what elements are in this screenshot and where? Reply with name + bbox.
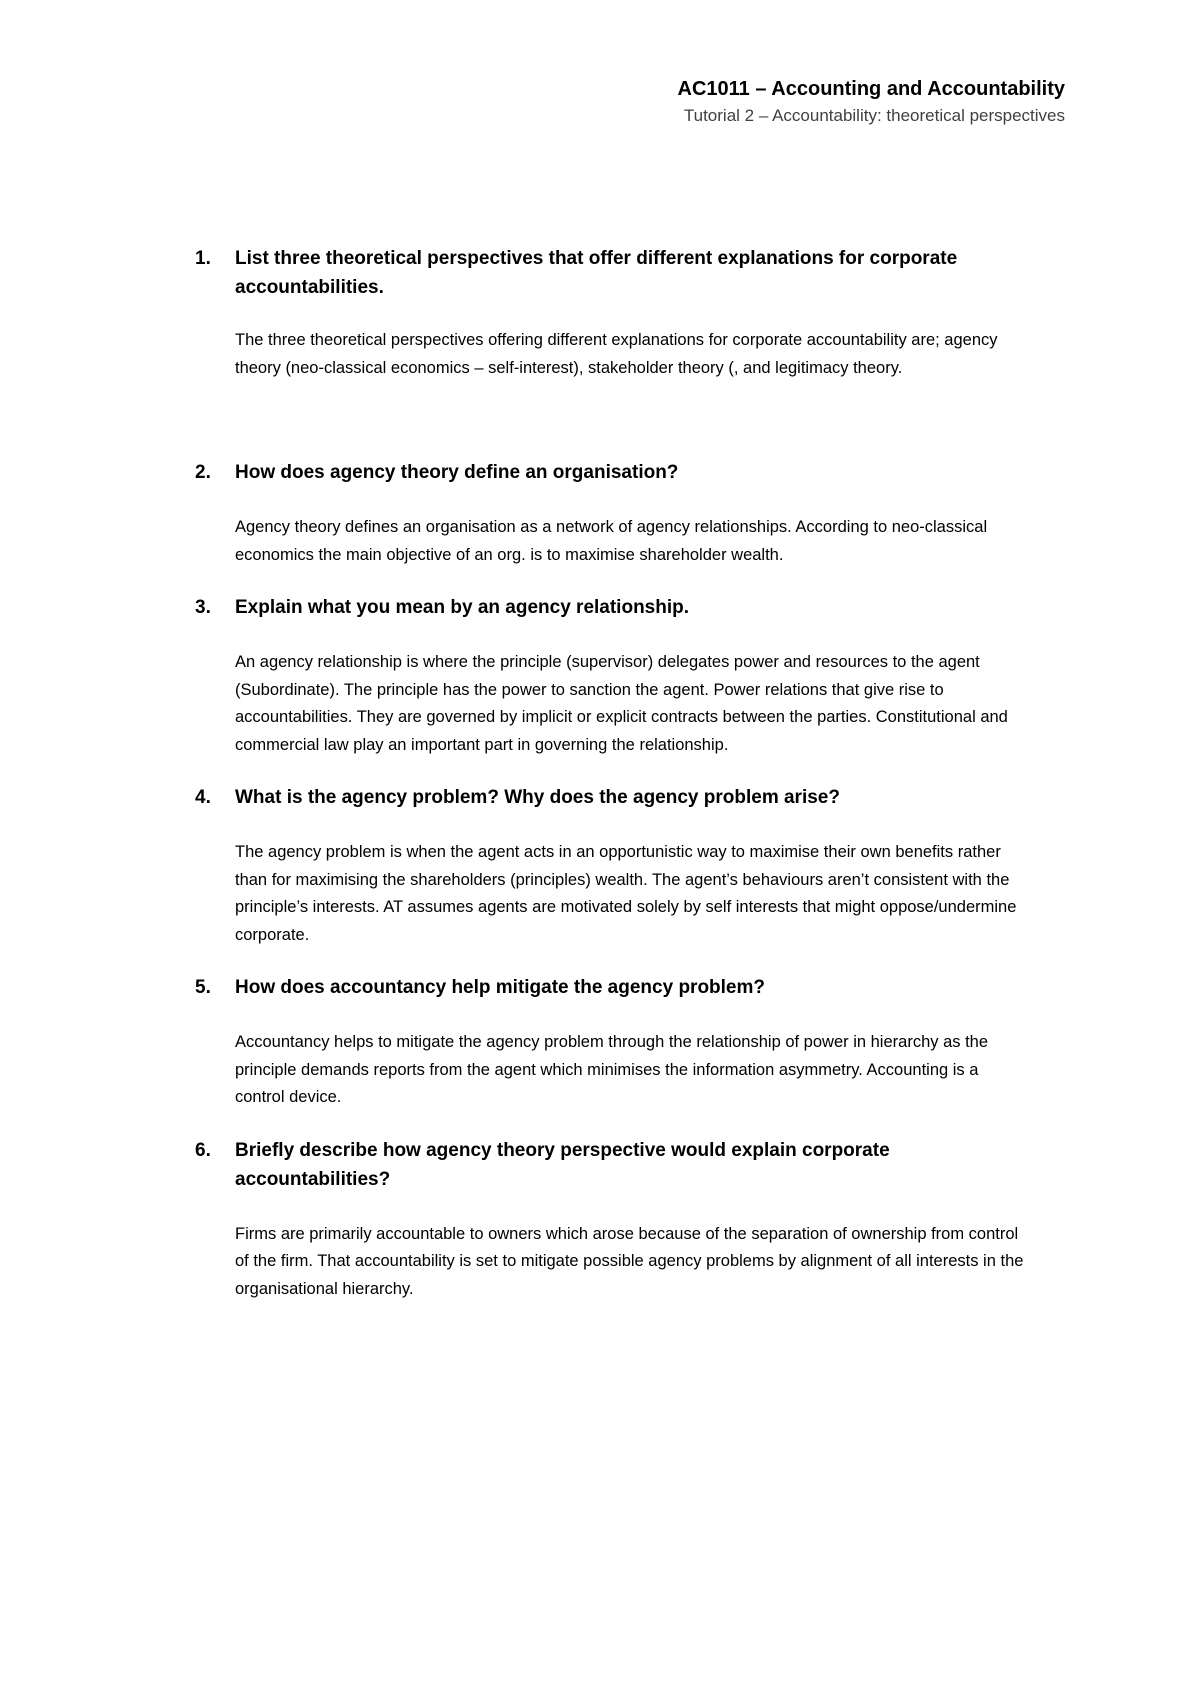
question-item-1 — [195, 244, 1025, 382]
answer-text: Firms are primarily accountable to owners which arose because of the separation of ownership from control of the firm. That accountability is set to mitigate possible agency problems by alignment of all interests in the organisational hierarchy. — [235, 1224, 1024, 1298]
question-text: Briefly describe how agency theory perspective would explain corporate accountabilities? — [235, 1139, 890, 1190]
answer-text: An agency relationship is where the principle (supervisor) delegates power and resources to the agent (Subordinate). The principle has the power to sanction the agent. Power relations that give rise to accountabilities. They are governed by implicit or explicit contracts between the parties. Constitutional and commercial law play an important part in governing the relationship. — [235, 653, 1008, 754]
question-item-3 — [195, 593, 1025, 759]
course-title: AC1011 – Accounting and Accountability — [677, 78, 1065, 100]
answer-text: The three theoretical perspectives offering different explanations for corporate accountability are; agency theory (neo-classical economics – self-interest), stakeholder theory (, and legitimacy theory. — [235, 331, 998, 377]
question-text: How does accountancy help mitigate the agency problem? — [235, 977, 765, 998]
question-number: 5. — [195, 977, 211, 998]
question-item-6 — [195, 1136, 1025, 1304]
question-item-2 — [195, 458, 1025, 569]
question-text: What is the agency problem? Why does the agency problem arise? — [235, 787, 840, 808]
question-number: 6. — [195, 1139, 211, 1161]
answer-text: The agency problem is when the agent acts in an opportunistic way to maximise their own benefits rather than for maximising the shareholders (principles) wealth. The agent’s behaviours aren’t consistent with the principle’s interests. AT assumes agents are motivated solely by self interests that might oppose/undermine corporate. — [235, 843, 1017, 944]
question-text: Explain what you mean by an agency relationship. — [235, 597, 690, 618]
answer-text: Agency theory defines an organisation as a network of agency relationships. According to neo-classical economics the main objective of an org. is to maximise shareholder wealth. — [235, 518, 988, 564]
question-number: 4. — [195, 787, 211, 808]
question-item-5 — [195, 973, 1025, 1112]
answer-text: Accountancy helps to mitigate the agency problem through the relationship of power in hierarchy as the principle demands reports from the agent which minimises the information asymmetry. Accounting is a control device. — [235, 1033, 989, 1106]
question-text: List three theoretical perspectives that offer different explanations for corporate accountabilities. — [235, 248, 958, 298]
question-number: 2. — [195, 462, 211, 483]
question-number: 1. — [195, 248, 211, 269]
tutorial-title: Tutorial 2 – Accountability: theoretical perspectives — [683, 106, 1065, 125]
document-header — [678, 75, 1065, 129]
question-item-4 — [195, 783, 1025, 949]
question-number: 3. — [195, 597, 211, 618]
question-text: How does agency theory define an organisation? — [235, 462, 679, 483]
question-list — [195, 244, 1025, 1303]
